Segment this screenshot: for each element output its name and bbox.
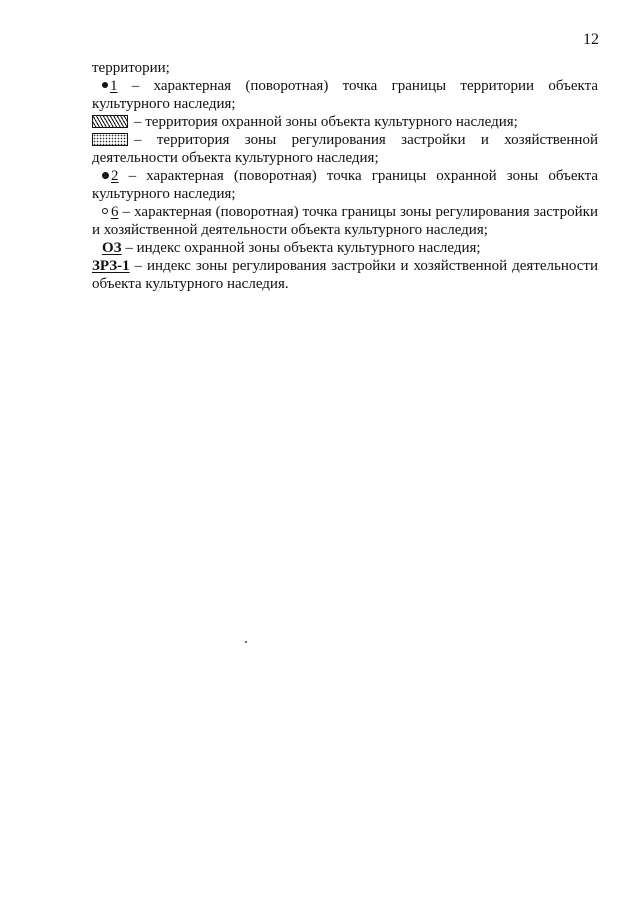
stray-dot-mark xyxy=(245,641,247,643)
zone-index-label: ЗРЗ-1 xyxy=(92,258,130,274)
legend-item-text: – территория зоны регулирования застройки и хозяйственной деятельности объекта культурного наследия; xyxy=(92,132,598,166)
legend-item-index-zrz xyxy=(92,257,598,293)
hatched-swatch-icon xyxy=(92,115,128,128)
legend-continuation: территории; xyxy=(92,60,170,76)
legend-item-protection-zone xyxy=(92,113,598,131)
hollow-dot-icon xyxy=(102,203,111,221)
legend-text xyxy=(92,59,598,293)
legend-item-text: – характерная (поворотная) точка границы охранной зоны объекта культурного наследия; xyxy=(92,168,598,202)
dotted-swatch-icon xyxy=(92,133,128,146)
point-number: 6 xyxy=(111,204,119,220)
page-number: 12 xyxy=(583,31,599,48)
legend-item-text: – характерная (поворотная) точка границы зоны регулирования застройки и хозяйственной деятельности объекта культурного наследия; xyxy=(92,204,598,238)
legend-item-protection-point xyxy=(92,167,598,203)
point-number: 1 xyxy=(110,78,118,94)
legend-item-text: – территория охранной зоны объекта культурного наследия; xyxy=(134,114,518,130)
point-number: 2 xyxy=(111,168,119,184)
legend-item-territory-point xyxy=(92,77,598,113)
legend-item-regulation-zone xyxy=(92,131,598,167)
legend-item-text: – индекс охранной зоны объекта культурного наследия; xyxy=(121,240,481,256)
legend-item-regulation-point xyxy=(92,203,598,239)
ring-dot-icon xyxy=(102,167,111,185)
zone-index-label: ОЗ xyxy=(102,240,122,256)
legend-item-text: – характерная (поворотная) точка границы территории объекта культурного наследия; xyxy=(92,78,598,112)
legend-item-text: – индекс зоны регулирования застройки и хозяйственной деятельности объекта культурного наследия. xyxy=(92,258,598,292)
filled-dot-icon xyxy=(102,77,110,95)
legend-item-index-oz xyxy=(92,239,598,257)
